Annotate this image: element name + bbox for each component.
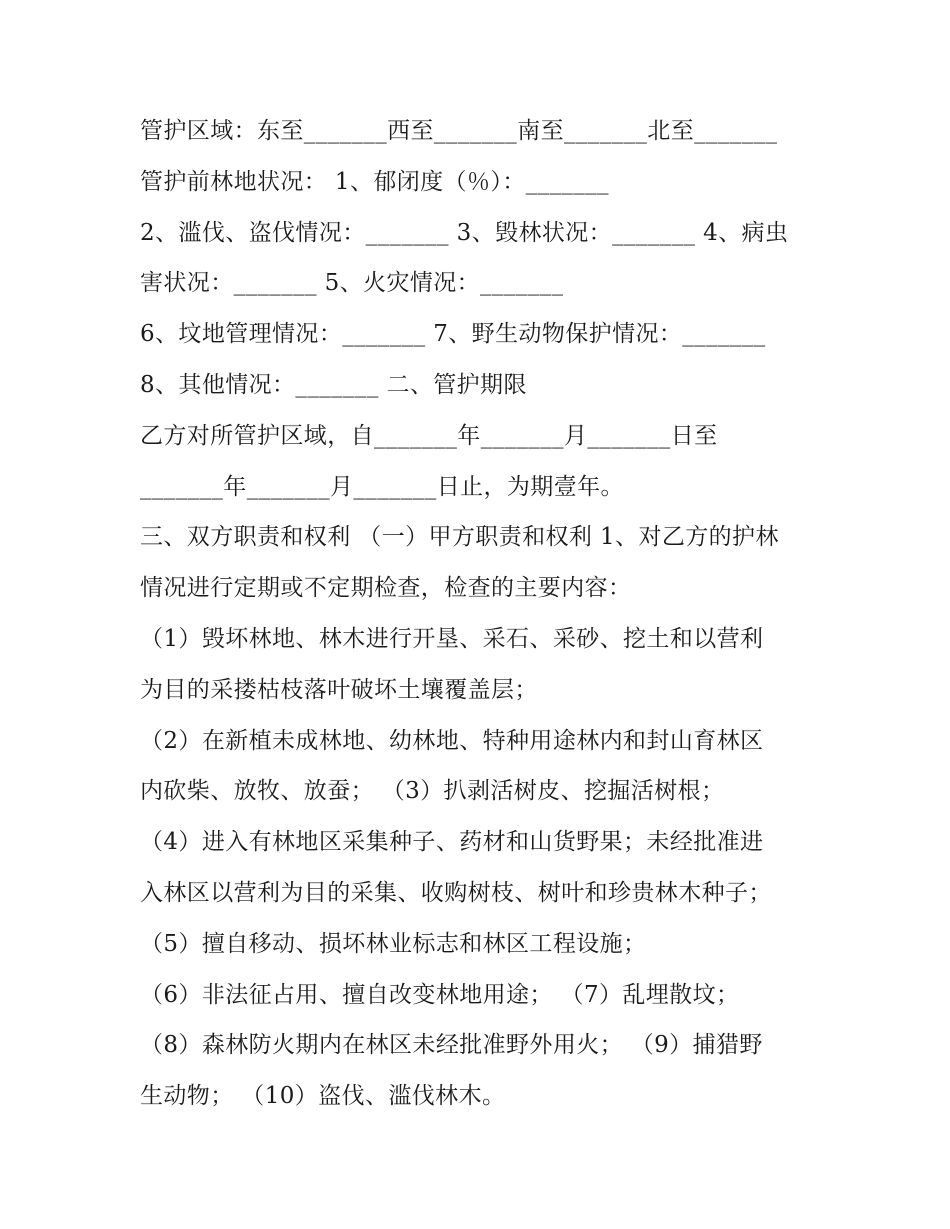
- text-line: （1）毁坏林地、林木进行开垦、采石、采砂、挖土和以营利: [140, 625, 764, 652]
- text-line: 乙方对所管护区域，自_______年_______月_______日至: [140, 422, 718, 449]
- text-line: 8、其他情况：_______ 二、管护期限: [140, 371, 527, 398]
- text-line: 6、坟地管理情况：_______ 7、野生动物保护情况：_______: [140, 321, 766, 348]
- document-body: [140, 108, 820, 1124]
- text-line: 管护区域：东至_______西至_______南至_______北至_______: [140, 118, 778, 144]
- text-line: 害状况：_______ 5、火灾情况：_______: [140, 270, 564, 297]
- text-line: 管护前林地状况： 1、郁闭度（％）：_______: [140, 168, 609, 195]
- text-line: 三、双方职责和权利 （一）甲方职责和权利 1、对乙方的护林: [140, 524, 779, 551]
- text-line: 2、滥伐、盗伐情况：_______ 3、毁林状况：_______ 4、病虫: [140, 219, 789, 246]
- text-line: （4）进入有林地区采集种子、药材和山货野果；未经批准进: [140, 829, 764, 856]
- text-line: 情况进行定期或不定期检查，检查的主要内容：: [140, 575, 632, 602]
- text-line: （6）非法征占用、擅自改变林地用途； （7）乱埋散坟；: [140, 981, 740, 1008]
- text-line: 生动物； （10）盗伐、滥伐林木。: [140, 1083, 506, 1110]
- text-line: 入林区以营利为目的采集、收购树枝、树叶和珍贵林木种子；: [140, 879, 772, 906]
- text-line: 为目的采搂枯枝落叶破坏土壤覆盖层；: [140, 676, 538, 703]
- text-line: （5）擅自移动、损坏林业标志和林区工程设施；: [140, 930, 647, 957]
- text-line: _______年_______月_______日止，为期壹年。: [140, 473, 624, 500]
- text-line: （8）森林防火期内在林区未经批准野外用火； （9）捕猎野: [140, 1032, 763, 1059]
- text-line: 内砍柴、放牧、放蚕； （3）扒剥活树皮、挖掘活树根；: [140, 778, 725, 805]
- text-line: （2）在新植未成林地、幼林地、特种用途林内和封山育林区: [140, 727, 764, 754]
